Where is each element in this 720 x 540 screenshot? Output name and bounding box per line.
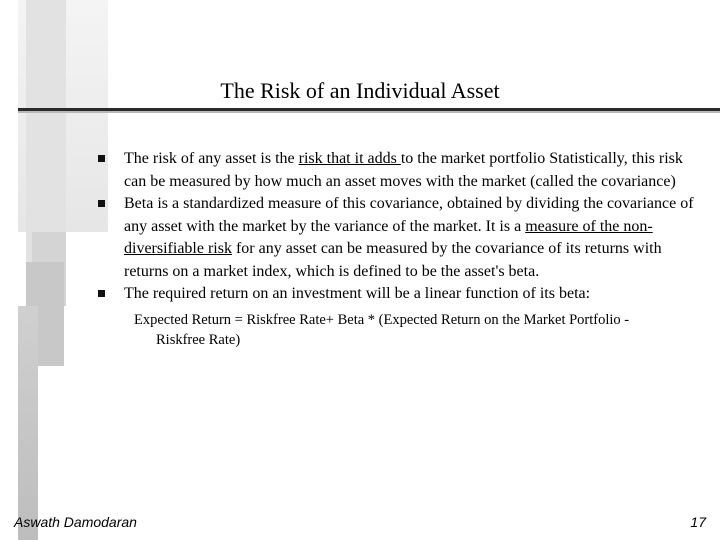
decorative-bar <box>18 306 38 540</box>
bullet-item <box>96 148 698 193</box>
title-divider-shadow <box>18 111 720 113</box>
slide-title: The Risk of an Individual Asset <box>220 78 500 103</box>
formula <box>134 310 698 350</box>
formula-line: Riskfree Rate) <box>156 331 241 348</box>
square-bullet-icon <box>96 283 124 297</box>
bullet-item <box>96 283 698 306</box>
page-number: 17 <box>690 514 706 530</box>
bullet-text: The risk of any asset is the risk that it adds to the market portfolio Statistically, this risk can be measured by how much an asset moves with the market (called the covariance) <box>124 150 683 190</box>
decorative-bar <box>26 0 66 262</box>
bullet-text: The required return on an investment will be a linear function of its beta: <box>124 285 591 302</box>
slide-body <box>96 148 698 350</box>
underlined-phrase: measure of the non-diversifiable risk <box>124 217 653 257</box>
formula-line: Expected Return = Riskfree Rate+ Beta * (Expected Return on the Market Portfolio - <box>134 311 630 328</box>
square-bullet-icon <box>96 148 124 162</box>
bullet-text: Beta is a standardized measure of this covariance, obtained by dividing the covariance of any asset with the market by the variance of the market. It is a measure of the non-diversifiable risk for any asset can be measured by the covariance of its returns with returns on a market index, which is defined to be the asset's beta. <box>124 195 694 280</box>
underlined-phrase: risk that it adds <box>298 150 401 167</box>
bullet-item <box>96 193 698 283</box>
square-bullet-icon <box>96 193 124 207</box>
footer-author: Aswath Damodaran <box>14 514 137 530</box>
